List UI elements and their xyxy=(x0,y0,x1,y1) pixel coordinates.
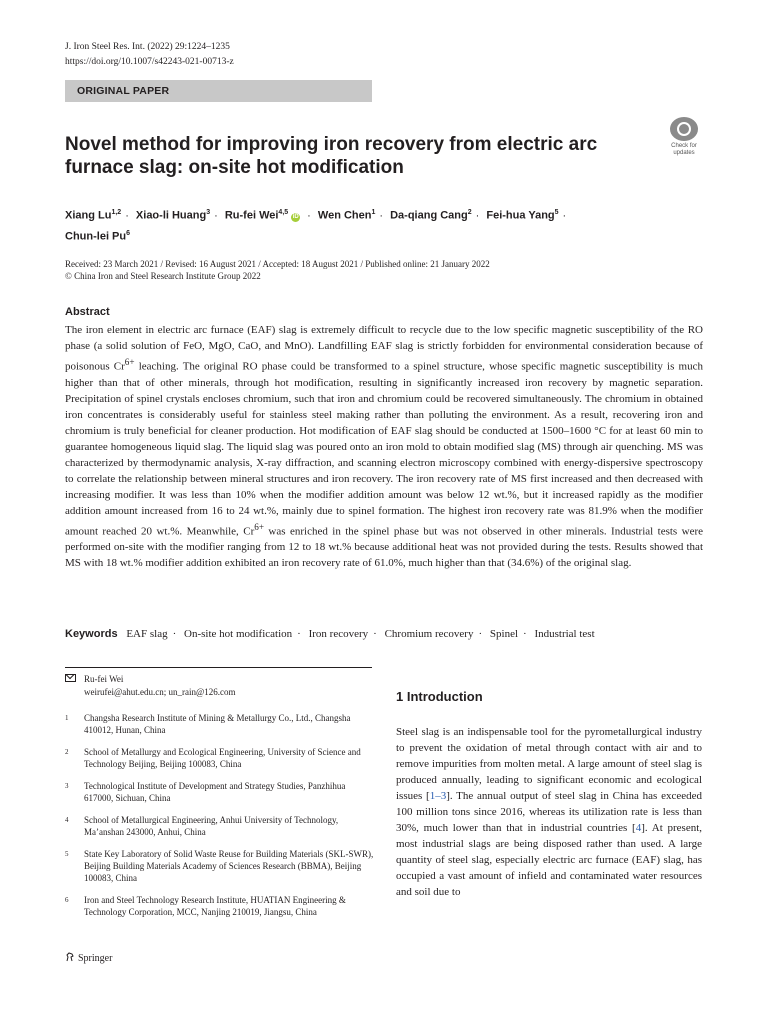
author-affiliation: 1,2 xyxy=(111,209,122,216)
affiliation-item: 2 School of Metallurgy and Ecological Engineering, University of Science and Technology Beijing, Beijing 100083, China xyxy=(65,747,361,769)
affiliations-list xyxy=(65,712,375,928)
citation-link[interactable]: 1–3 xyxy=(429,790,447,802)
introduction-body: Steel slag is an indispensable tool for the pyrometallurgical industry to prevent the oxidation of metal through contact with air and to remove impurities from molten metal. A large amount of steel slag is produced annually, leading to significant economic and ecological issues [1–3]. The annual output of steel slag in China has exceeded 100 million tons since 2016, whereas its utilization rate is less than 30%, much lower than that in industrial countries [4]. At present, most industrial slags are being disposed rather than used. A large quantity of steel slag, especially electric arc furnace (EAF) slag, has occupied a vast amount of infield and contaminated water resources and soil due to xyxy=(396,726,703,898)
author-list: Xiang Lu$^{1,2}$ · Xiao-li Huang$^3$ · Ru-fei Wei$^{4,5}$iD · Wen Chen$^1$ · Da-qiang Cang$^2$ · Fei-hua Yang$^5$ · Chun-lei Pu$^6$ xyxy=(65,209,567,243)
author-name[interactable]: Wen Chen xyxy=(317,209,372,222)
affiliation-item: 4 School of Metallurgical Engineering, Anhui University of Technology, Ma’anshan 243000, Anhui, China xyxy=(65,815,339,837)
author-name[interactable]: Xiao-li Huang xyxy=(135,209,207,222)
corresponding-author xyxy=(65,673,236,699)
author-affiliation: 5 xyxy=(554,209,559,216)
abstract-body: The iron element in electric arc furnace (EAF) slag is extremely difficult to recycle due to the low specific magnetic susceptibility of the RO phase (a solid solution of FeO, MgO, CaO, and MnO). Landfilling EAF slag is strictly forbidden for environmental consideration because of poisonous $Cr^{6+}$ leaching. The original RO phase could be transformed to a spinel structure, whose specific magnetic susceptibility is much higher than that of other minerals, through hot modification, resulting in significantly increased iron recovery by magnetic separation. Precipitation of spinel crystals encloses chromium, such that iron and chromium could be recovered simultaneously. The chromium in obtained iron concentrates is considerably useful for stainless steel making rather than polluting the environment. As a result, recovering iron and chromium is truly beneficial for cleaner production. Hot modification of EAF slag should be conducted at 1500–1600 °C for at least 60 min to guarantee homogeneous liquid slag. The liquid slag was poured onto an iron mold to obtain modified slag (MS) through air quenching. MS was characterized by thermodynamic analysis, X-ray diffraction, and scanning electron microscopy combined with energy-dispersive spectroscopy to correlate the relationship between mineral structures and iron recovery. The iron recovery rate of MS first increased and then decreased with increasing modifier. It was less than 10% when the modifier addition amount was below 12 wt.%, but it increased rapidly as the modifier addition amount increased from 16 to 24 wt.%, mainly due to spinel formation. The highest iron recovery rate was 81.9% when the modifier amount reached 20 wt.%. Meanwhile, $Cr^{6+}$ was enriched in the spinel phase but was not observed in other minerals. Industrial tests were performed on-site with the modifier ranging from 12 to 18 wt.% because additional heat was not provided during the tests. Results showed that MS with 18 wt.% modifier addition exhibited an iron recovery rate of 61.0%, much higher than that (34.6%) of the original slag. xyxy=(65,324,703,570)
publisher-logo xyxy=(65,952,112,964)
corresponding-name: Ru-fei Wei xyxy=(84,674,124,684)
affiliation-item: 1 Changsha Research Institute of Mining & Metallurgy Co., Ltd., Changsha 410012, Hunan, China xyxy=(65,713,351,735)
keyword: EAF slag xyxy=(126,628,168,640)
author-name[interactable]: Fei-hua Yang xyxy=(486,209,555,222)
author-affiliation: 1 xyxy=(371,209,376,216)
keyword: On-site hot modification xyxy=(184,628,293,640)
keyword: Iron recovery xyxy=(308,628,369,640)
paper-type-banner: ORIGINAL PAPER xyxy=(65,80,372,102)
paper-title: Novel method for improving iron recovery from electric arc furnace slag: on-site hot modification xyxy=(65,134,598,178)
author-affiliation: 4,5 xyxy=(278,209,289,216)
author-name[interactable]: Ru-fei Wei xyxy=(224,209,279,222)
author-name[interactable]: Chun-lei Pu xyxy=(65,230,127,243)
footnote-divider xyxy=(65,667,372,668)
author-affiliation: 3 xyxy=(206,209,211,216)
orcid-icon[interactable]: iD xyxy=(292,213,299,220)
affiliation-item: 6 Iron and Steel Technology Research Institute, HUATIAN Engineering & Technology Corporation, MCC, Nanjing 210019, Jiangsu, China xyxy=(65,895,346,917)
publisher-name: Springer xyxy=(78,953,113,964)
corresponding-email[interactable]: weirufei@ahut.edu.cn; un_rain@126.com xyxy=(84,687,236,697)
keyword: Chromium recovery xyxy=(384,628,474,640)
section-heading-introduction: 1 Introduction xyxy=(396,689,483,704)
check-updates-line-2: updates xyxy=(673,149,695,156)
check-updates-icon xyxy=(670,117,698,141)
affiliation-item: 3 Technological Institute of Development and Strategy Studies, Panzhihua 617000, Sichuan, China xyxy=(65,781,346,803)
author-affiliation: 6 xyxy=(126,229,131,237)
keywords-label: Keywords xyxy=(65,628,118,640)
publication-dates: Received: 23 March 2021 / Revised: 16 August 2021 / Accepted: 18 August 2021 / Published online: 21 January 2022 xyxy=(65,259,490,269)
check-updates-line-1: Check for xyxy=(671,143,697,149)
author-name[interactable]: Da-qiang Cang xyxy=(390,209,468,222)
keyword: Spinel xyxy=(489,628,519,640)
author-name[interactable]: Xiang Lu xyxy=(65,209,112,222)
check-for-updates-badge[interactable] xyxy=(666,117,702,155)
keywords-line: Keywords EAF slag · On-site hot modification · Iron recovery · Chromium recovery · Spinel · Industrial test xyxy=(65,628,595,640)
keyword: Industrial test xyxy=(534,628,595,640)
copyright-notice: © China Iron and Steel Research Institute Group 2022 xyxy=(65,271,261,281)
journal-citation: J. Iron Steel Res. Int. (2022) 29:1224–1235 xyxy=(65,42,230,52)
affiliation-item: 5 State Key Laboratory of Solid Waste Reuse for Building Materials (SKL-SWR), Beijing Building Materials Academy of Sciences Research (BBMA), Beijing 100083, China xyxy=(65,849,374,883)
doi-link[interactable]: https://doi.org/10.1007/s42243-021-00713-z xyxy=(65,57,234,67)
author-affiliation: 2 xyxy=(467,209,472,216)
citation-link[interactable]: 4 xyxy=(635,822,642,834)
envelope-icon xyxy=(65,674,76,682)
abstract-heading: Abstract xyxy=(65,306,110,318)
springer-horse-icon xyxy=(65,952,75,962)
